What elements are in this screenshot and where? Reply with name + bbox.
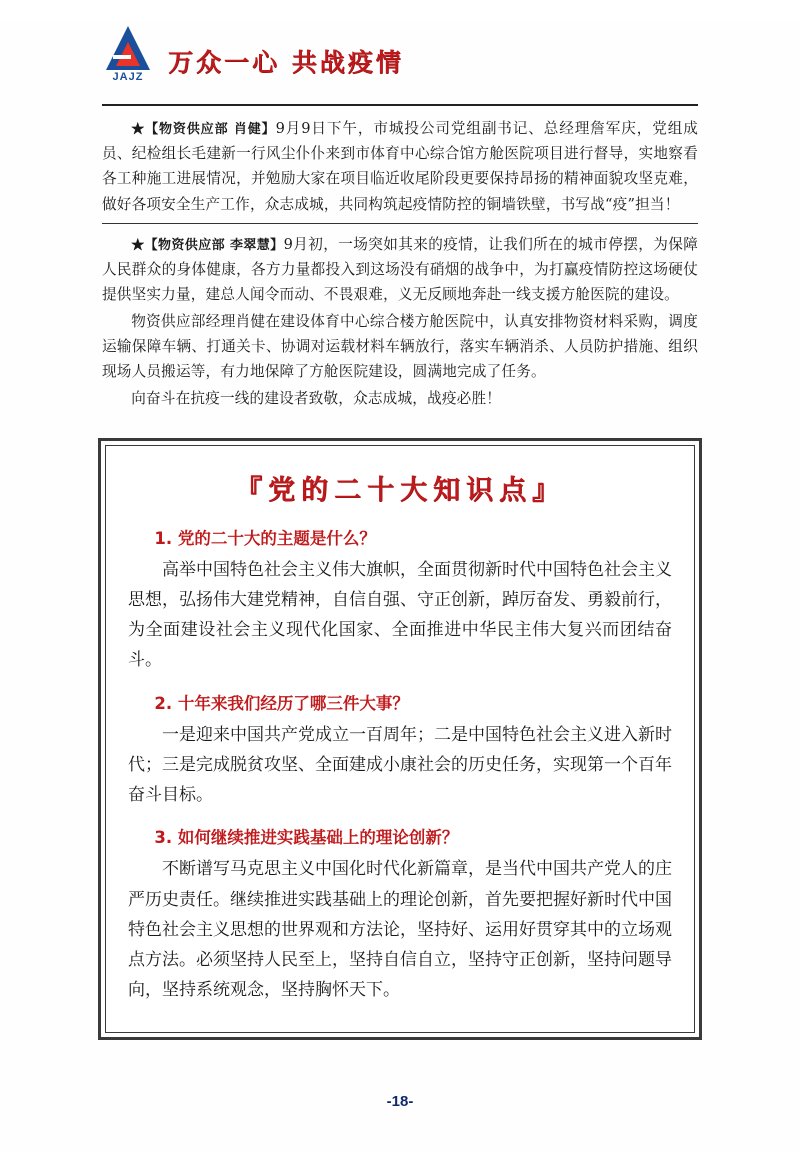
- article-item-2: [102, 232, 698, 308]
- company-logo-icon: [100, 26, 156, 88]
- logo-bar: [113, 55, 131, 59]
- knowledge-question-2: 2. 十年来我们经历了哪三件大事？: [154, 693, 409, 713]
- article-item-1-lead: ★【物资供应部 肖健】: [131, 122, 276, 137]
- knowledge-box-title: 『党的二十大知识点』: [235, 474, 565, 506]
- article-section: [0, 104, 800, 412]
- knowledge-question-3: 3. 如何继续推进实践基础上的理论创新？: [154, 828, 459, 848]
- page-number: -18-: [386, 1093, 414, 1110]
- knowledge-box-inner: [105, 445, 695, 1033]
- masthead: [0, 22, 800, 100]
- divider-middle: [102, 223, 698, 224]
- knowledge-question-1: 1. 党的二十大的主题是什么？: [154, 528, 376, 548]
- article-paragraph-1: 物资供应部经理肖健在建设体育中心综合楼方舱医院中，认真安排物资材料采购，调度运输保障车辆、打通关卡、协调对运载材料车辆放行，落实车辆消杀、人员防护措施、组织现场人员搬运等，有力地保障了方舱医院建设，圆满地完成了任务。: [102, 313, 698, 381]
- document-page: [0, 22, 800, 1152]
- article-item-1-body: 9月9日下午，市城投公司党组副书记、总经理詹军庆，党组成员、纪检组长毛建新一行风尘仆仆来到市体育中心综合馆方舱医院项目进行督导，实地察看各工种施工进展情况，并勉励大家在项目临近收尾阶段更要保持昂扬的精神面貌攻坚克难，做好各项安全生产工作，众志成城，共同构筑起疫情防控的铜墙铁壁，书写战“疫”担当！: [102, 120, 698, 213]
- divider-top: [102, 104, 698, 106]
- article-item-2-lead: ★【物资供应部 李翠慧】: [131, 237, 284, 253]
- article-paragraph-2: 向奋斗在抗疫一线的建设者致敬，众志成城，战疫必胜！: [131, 390, 502, 408]
- masthead-title: 万众一心 共战疫情: [168, 48, 404, 77]
- knowledge-answer-1: 高举中国特色社会主义伟大旗帜，全面贯彻新时代中国特色社会主义思想，弘扬伟大建党精神，自信自强、守正创新，踔厉奋发、勇毅前行，为全面建设社会主义现代化国家、全面推进中华民主伟大复兴而团结奋斗。: [128, 559, 672, 671]
- article-item-2-body: 9月初，一场突如其来的疫情，让我们所在的城市停摆，为保障人民群众的身体健康，各方力量都投入到这场没有硝烟的战争中，为打赢疫情防控这场硬仗提供坚实力量，建总人闻令而动、不畏艰难，义无反顾地奔赴一线支援方舱医院的建设。: [102, 235, 698, 304]
- knowledge-box: [98, 438, 702, 1040]
- logo-triangle-inner: [116, 42, 140, 66]
- logo-text: JAJZ: [112, 71, 144, 83]
- knowledge-answer-2: 一是迎来中国共产党成立一百周年；二是中国特色社会主义进入新时代；三是完成脱贫攻坚、全面建成小康社会的历史任务，实现第一个百年奋斗目标。: [128, 724, 672, 806]
- article-item-1: [102, 116, 698, 217]
- knowledge-answer-3: 不断谱写马克思主义中国化时代化新篇章，是当代中国共产党人的庄严历史责任。继续推进实践基础上的理论创新，首先要把握好新时代中国特色社会主义思想的世界观和方法论，坚持好、运用好贯穿其中的立场观点方法。必须坚持人民至上，坚持自信自立，坚持守正创新，坚持问题导向，坚持系统观念，坚持胸怀天下。: [128, 859, 672, 1001]
